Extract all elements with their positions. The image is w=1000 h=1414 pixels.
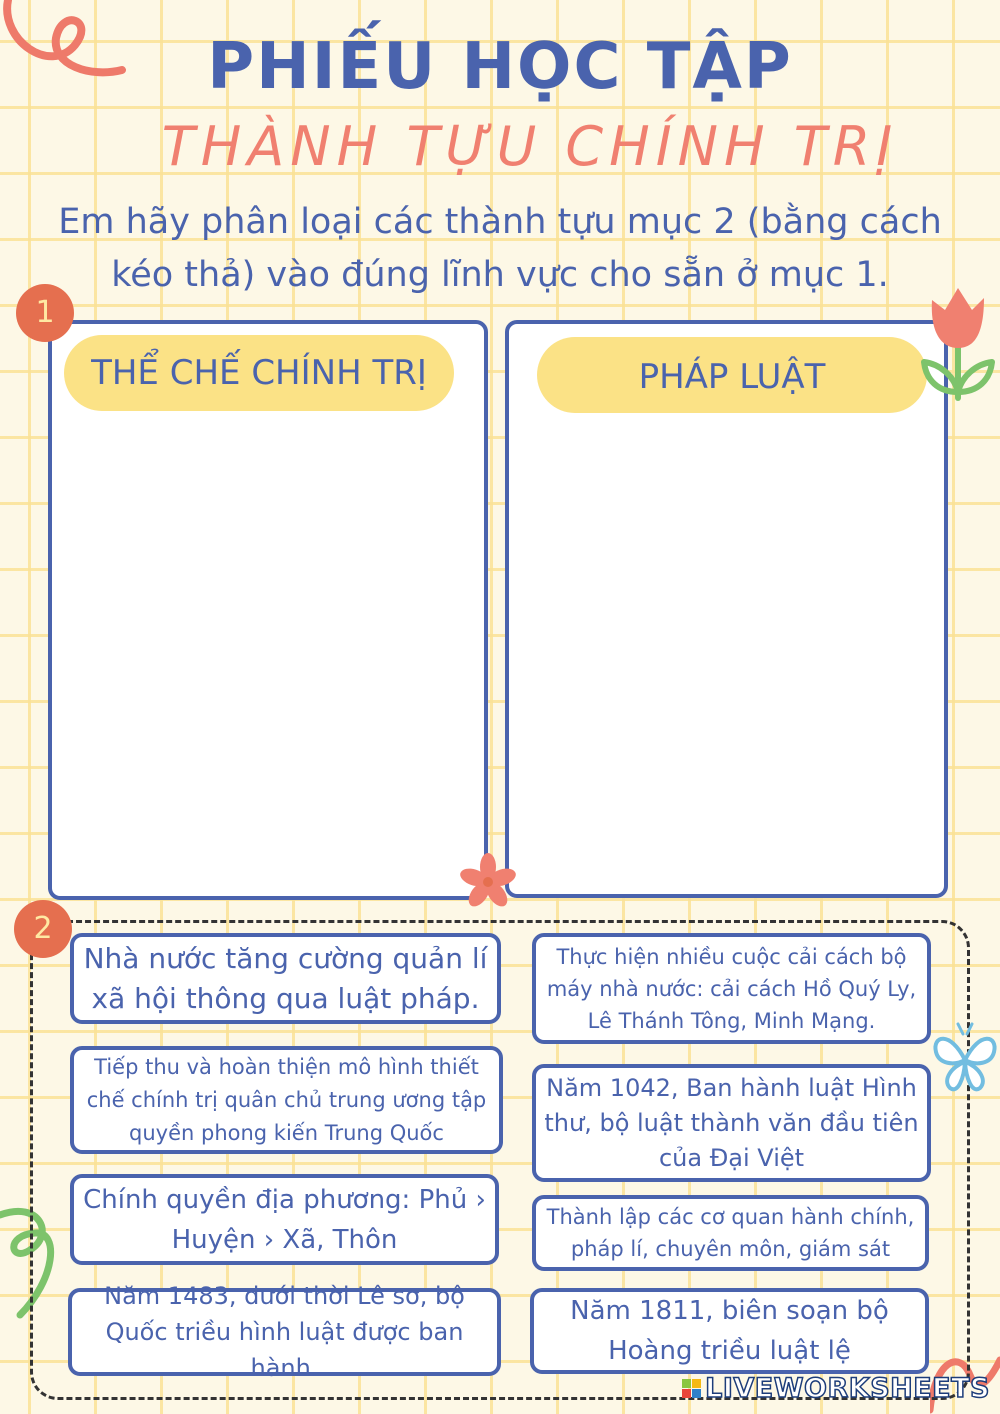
- card-4[interactable]: Năm 1042, Ban hành luật Hình thư, bộ luật thành văn đầu tiên của Đại Việt: [532, 1064, 931, 1182]
- category-label-phap-luat: PHÁP LUẬT: [537, 337, 927, 413]
- section-1-badge: 1: [16, 284, 74, 342]
- page-subtitle: THÀNH TỰU CHÍNH TRỊ: [161, 115, 899, 178]
- card-2[interactable]: Thực hiện nhiều cuộc cải cách bộ máy nhà nước: cải cách Hồ Quý Ly, Lê Thánh Tông, Minh Mạng.: [532, 933, 931, 1044]
- card-7[interactable]: Năm 1483, dưới thời Lê sơ, bộ Quốc triều hình luật được ban hành.: [68, 1288, 501, 1376]
- tulip-flower-icon: [918, 280, 1000, 405]
- butterfly-icon: [930, 1022, 1000, 1094]
- liveworksheets-logo[interactable]: [682, 1373, 990, 1404]
- page-title: PHIẾU HỌC TẬP: [207, 30, 793, 104]
- card-5[interactable]: Chính quyền địa phương: Phủ › Huyện › Xã, Thôn: [70, 1174, 499, 1265]
- card-3[interactable]: Tiếp thu và hoàn thiện mô hình thiết chế chính trị quân chủ trung ương tập quyền phong kiến Trung Quốc: [70, 1046, 503, 1154]
- section-2-badge: 2: [14, 900, 72, 958]
- logo-text: LIVEWORKSHEETS: [705, 1373, 990, 1404]
- category-label-the-che-chinh-tri: THỂ CHẾ CHÍNH TRỊ: [64, 335, 454, 411]
- liveworksheets-logo-icon: [682, 1379, 701, 1398]
- small-flower-icon: [458, 852, 518, 912]
- card-1[interactable]: Nhà nước tăng cường quản lí xã hội thông qua luật pháp.: [70, 933, 501, 1024]
- instruction-text: Em hãy phân loại các thành tựu mục 2 (bằng cách kéo thả) vào đúng lĩnh vực cho sẵn ở mục 1.: [58, 202, 942, 295]
- card-8[interactable]: Năm 1811, biên soạn bộ Hoàng triều luật lệ: [530, 1288, 929, 1374]
- card-6[interactable]: Thành lập các cơ quan hành chính, pháp lí, chuyên môn, giám sát: [532, 1195, 929, 1271]
